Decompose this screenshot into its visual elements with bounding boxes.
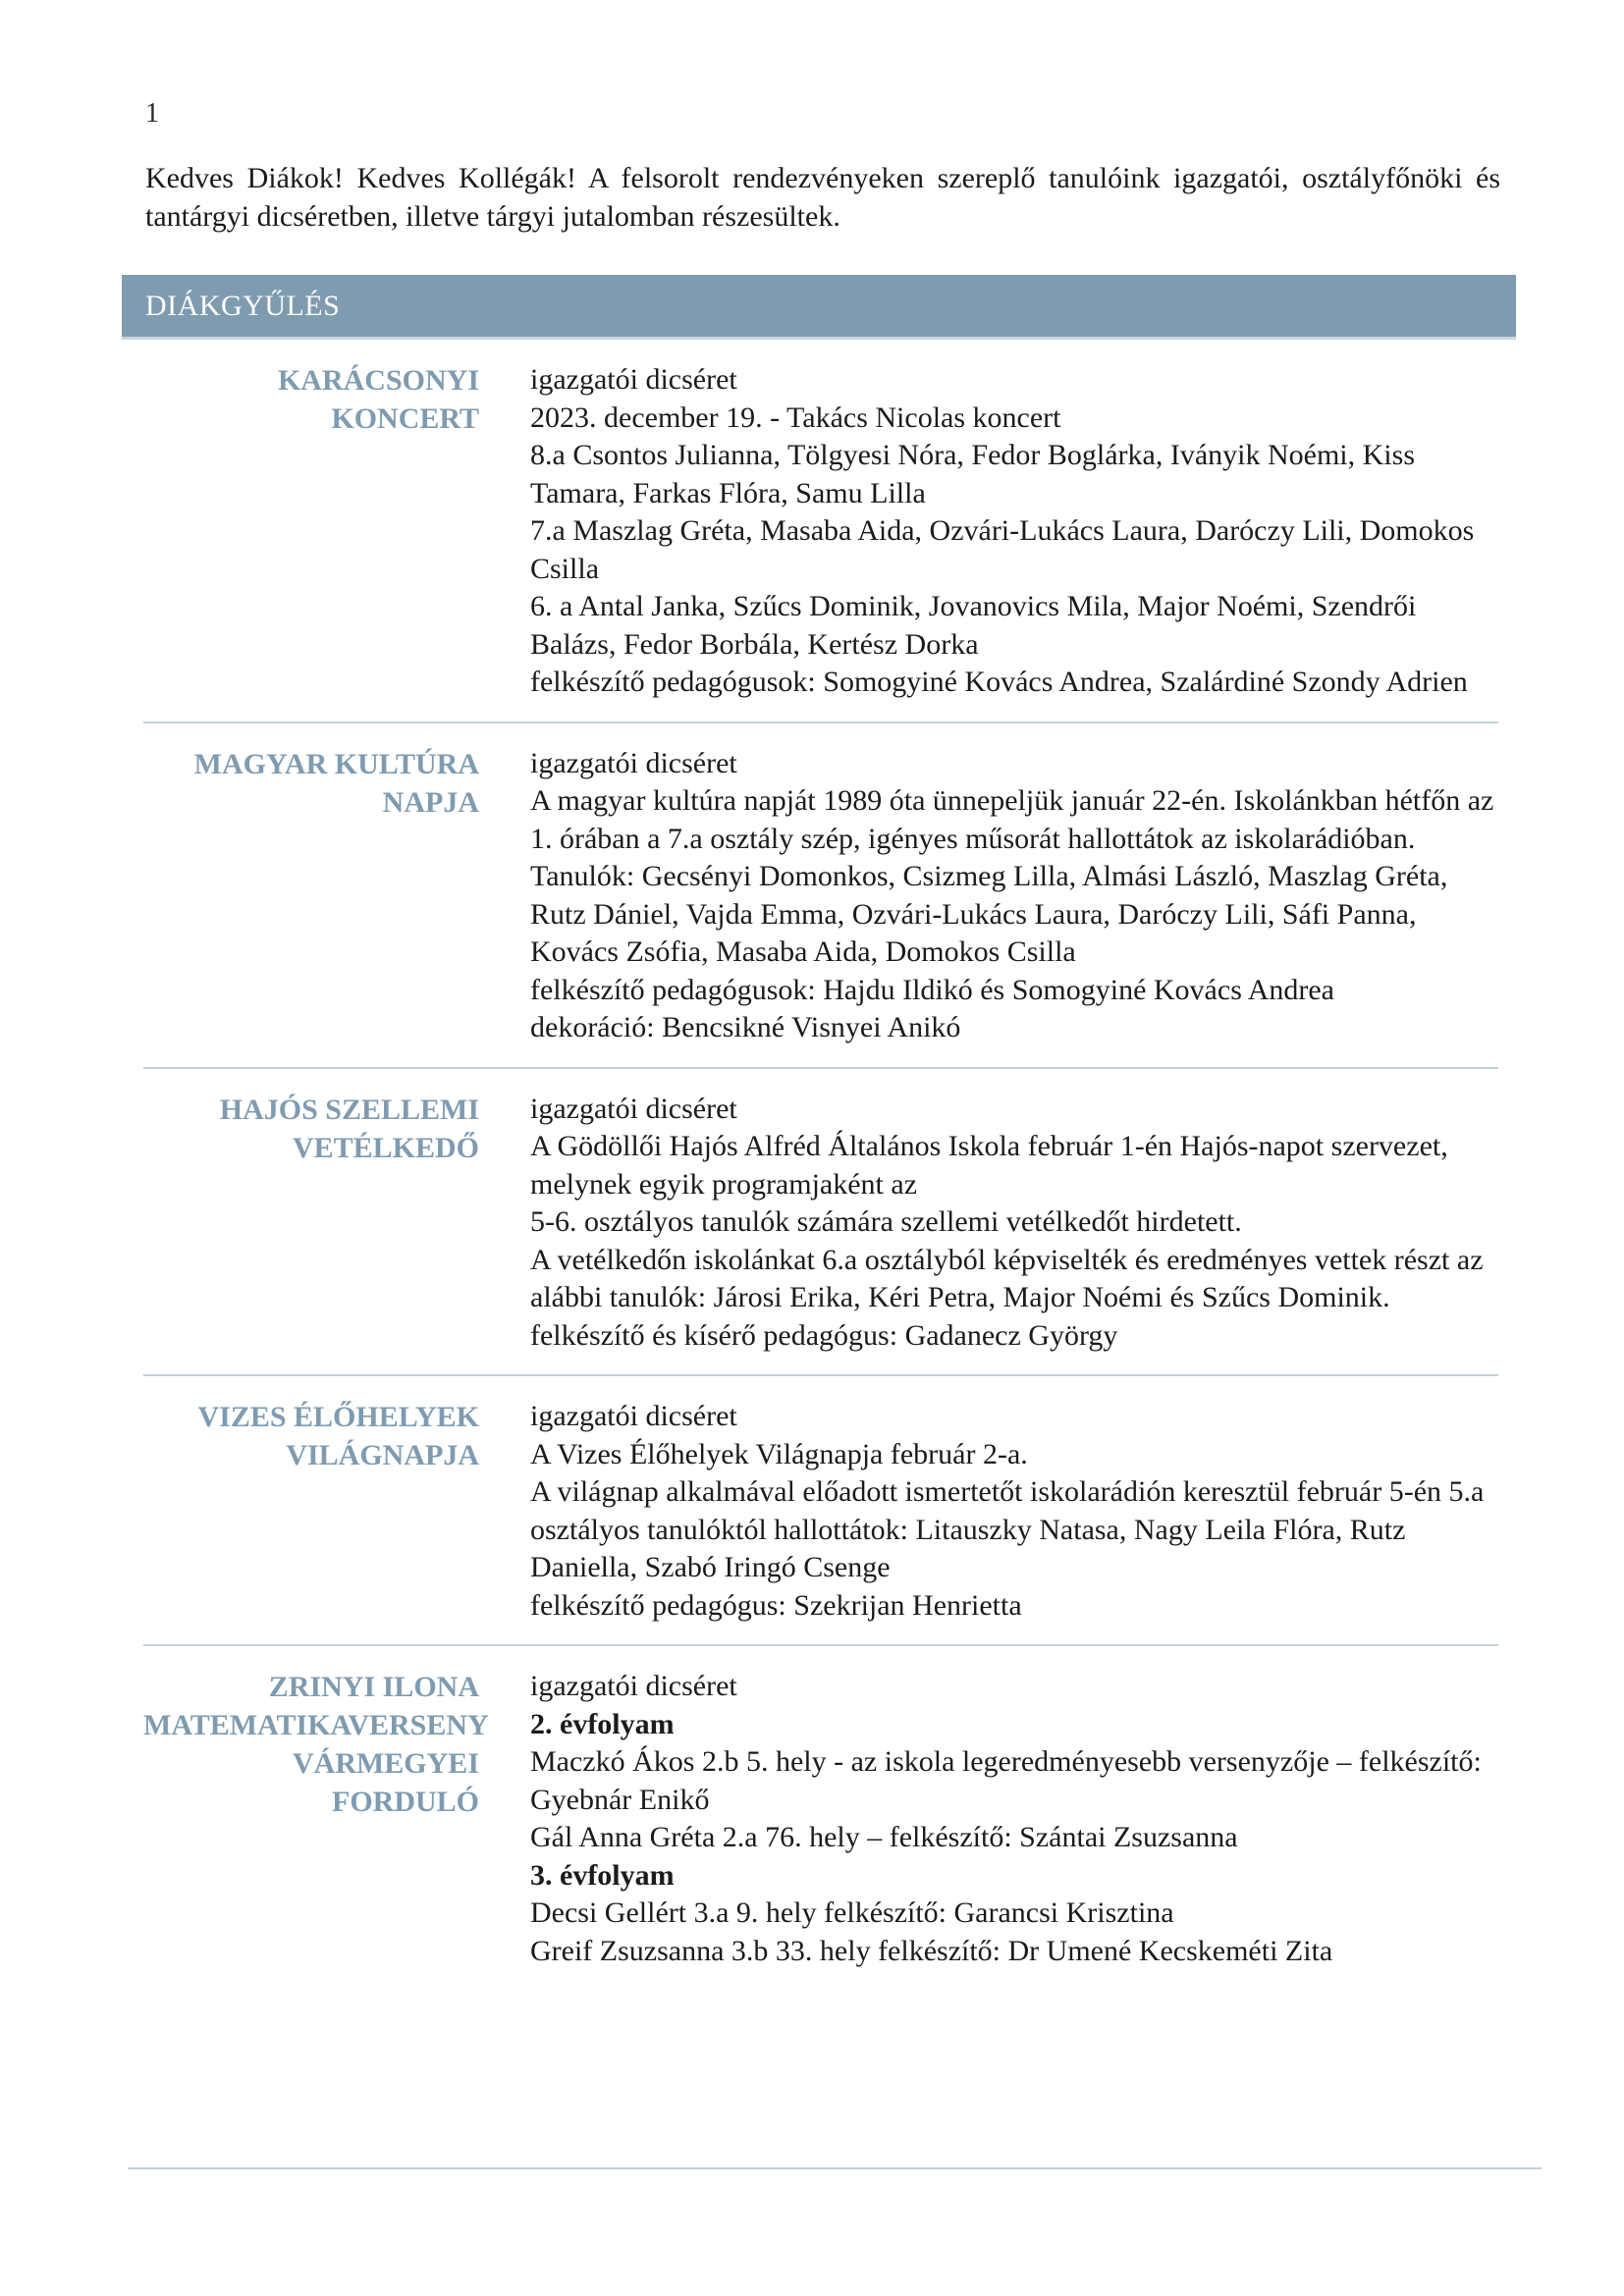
event-entry	[143, 1374, 1498, 1644]
event-detail-line: igazgatói dicséret	[530, 363, 737, 396]
event-title-line: HAJÓS SZELLEMI	[219, 1093, 479, 1126]
event-detail-line: 2023. december 19. - Takács Nicolas koncert	[530, 400, 1061, 434]
event-detail-line: Tanulók: Gecsényi Domonkos, Csizmeg Lilla, Almási László, Maszlag Gréta, Rutz Dániel, Vajda Emma, Ozvári-Lukács Laura, Daróczy Lili, Sáfi Panna, Kovács Zsófia, Masaba Aida, Domokos Csilla	[530, 860, 1448, 968]
event-title-line: VETÉLKEDŐ	[292, 1131, 479, 1164]
event-detail-line: igazgatói dicséret	[530, 1092, 737, 1125]
event-detail-line: A Gödöllői Hajós Alfréd Általános Iskola február 1-én Hajós-napot szervezet, melynek egyik programjaként az	[530, 1130, 1448, 1201]
event-detail-line: 5-6. osztályos tanulók számára szellemi vetélkedőt hirdetett.	[530, 1205, 1242, 1238]
event-details	[530, 745, 1498, 1047]
section-title: DIÁKGYŰLÉS	[145, 290, 341, 322]
event-details	[530, 1091, 1498, 1356]
event-detail-line: 6. a Antal Janka, Szűcs Dominik, Jovanovics Mila, Major Noémi, Szendrői Balázs, Fedor Borbála, Kertész Dorka	[530, 590, 1417, 661]
event-title-line: VIZES ÉLŐHELYEK	[197, 1401, 479, 1433]
page-number: 1	[145, 98, 159, 129]
event-entry	[143, 721, 1498, 1067]
section-header	[122, 275, 1516, 340]
event-title-line: KONCERT	[331, 402, 479, 435]
event-detail-line: 7.a Maszlag Gréta, Masaba Aida, Ozvári-Lukács Laura, Daróczy Lili, Domokos Csilla	[530, 514, 1475, 585]
event-detail-line: igazgatói dicséret	[530, 1670, 737, 1702]
event-detail-line: Gál Anna Gréta 2.a 76. hely – felkészítő: Szántai Zsuzsanna	[530, 1821, 1238, 1853]
event-detail-line: dekoráció: Bencsikné Visnyei Anikó	[530, 1011, 961, 1043]
event-detail-line: Greif Zsuzsanna 3.b 33. hely felkészítő: Dr Umené Kecskeméti Zita	[530, 1934, 1333, 1967]
event-list	[143, 357, 1498, 1990]
footer-divider	[128, 2167, 1542, 2169]
event-detail-line: igazgatói dicséret	[530, 746, 737, 779]
event-detail-line: Maczkó Ákos 2.b 5. hely - az iskola legeredményesebb versenyzője – felkészítő: Gyebnár Enikő	[530, 1745, 1482, 1816]
event-detail-line: felkészítő pedagógusok: Hajdu Ildikó és Somogyiné Kovács Andrea	[530, 973, 1334, 1006]
event-detail-line: A világnap alkalmával előadott ismertetőt iskolarádión keresztül február 5-én 5.a osztályos tanulóktól hallottátok: Litauszky Natasa, Nagy Leila Flóra, Rutz Daniella, Szabó Iringó Csenge	[530, 1475, 1485, 1583]
event-title-line: ZRINYI ILONA	[268, 1671, 479, 1703]
event-title-line: MATEMATIKAVERSENY	[143, 1709, 489, 1741]
intro-paragraph: Kedves Diákok! Kedves Kollégák! A felsorolt rendezvényeken szereplő tanulóink igazgatói, osztályfőnöki és tantárgyi dicséretben, illetve tárgyi jutalomban részesültek.	[145, 162, 1500, 233]
event-title	[143, 1091, 530, 1356]
event-detail-line: 8.a Csontos Julianna, Tölgyesi Nóra, Fedor Boglárka, Iványik Noémi, Kiss Tamara, Farkas Flóra, Samu Lilla	[530, 439, 1415, 509]
event-detail-line: Decsi Gellért 3.a 9. hely felkészítő: Garancsi Krisztina	[530, 1896, 1174, 1929]
event-detail-line: felkészítő pedagógus: Szekrijan Henrietta	[530, 1588, 1022, 1622]
event-detail-line: felkészítő és kísérő pedagógus: Gadanecz György	[530, 1318, 1118, 1352]
event-entry	[143, 357, 1498, 721]
event-details	[530, 1668, 1498, 1970]
event-details	[530, 1398, 1498, 1625]
event-detail-line: A vetélkedőn iskolánkat 6.a osztályból képviselték és eredményes vettek részt az alábbi tanulók: Járosi Erika, Kéri Petra, Major Noémi és Szűcs Dominik.	[530, 1243, 1484, 1313]
event-title-line: NAPJA	[382, 785, 479, 819]
event-title-line: VÁRMEGYEI FORDULÓ	[292, 1747, 479, 1818]
event-detail-line: A Vizes Élőhelyek Világnapja február 2-a.	[530, 1437, 1028, 1470]
event-title	[143, 745, 530, 1047]
event-title	[143, 1668, 530, 1970]
event-detail-line: A magyar kultúra napját 1989 óta ünnepeljük január 22-én. Iskolánkban hétfőn az 1. órában a 7.a osztály szép, igényes műsorát hallottátok az iskolarádióban.	[530, 784, 1494, 855]
grade-heading: 3. évfolyam	[530, 1858, 675, 1892]
event-entry	[143, 1067, 1498, 1375]
event-title	[143, 361, 530, 702]
event-title-line: MAGYAR KULTÚRA	[193, 747, 479, 780]
event-title-line: VILÁGNAPJA	[286, 1439, 479, 1471]
event-detail-line: felkészítő pedagógusok: Somogyiné Kovács Andrea, Szalárdiné Szondy Adrien	[530, 666, 1468, 698]
event-detail-line: igazgatói dicséret	[530, 1400, 737, 1432]
event-entry	[143, 1644, 1498, 1990]
grade-heading: 2. évfolyam	[530, 1707, 675, 1740]
event-title-line: KARÁCSONYI	[277, 364, 479, 397]
event-title	[143, 1398, 530, 1625]
event-details	[530, 361, 1498, 702]
